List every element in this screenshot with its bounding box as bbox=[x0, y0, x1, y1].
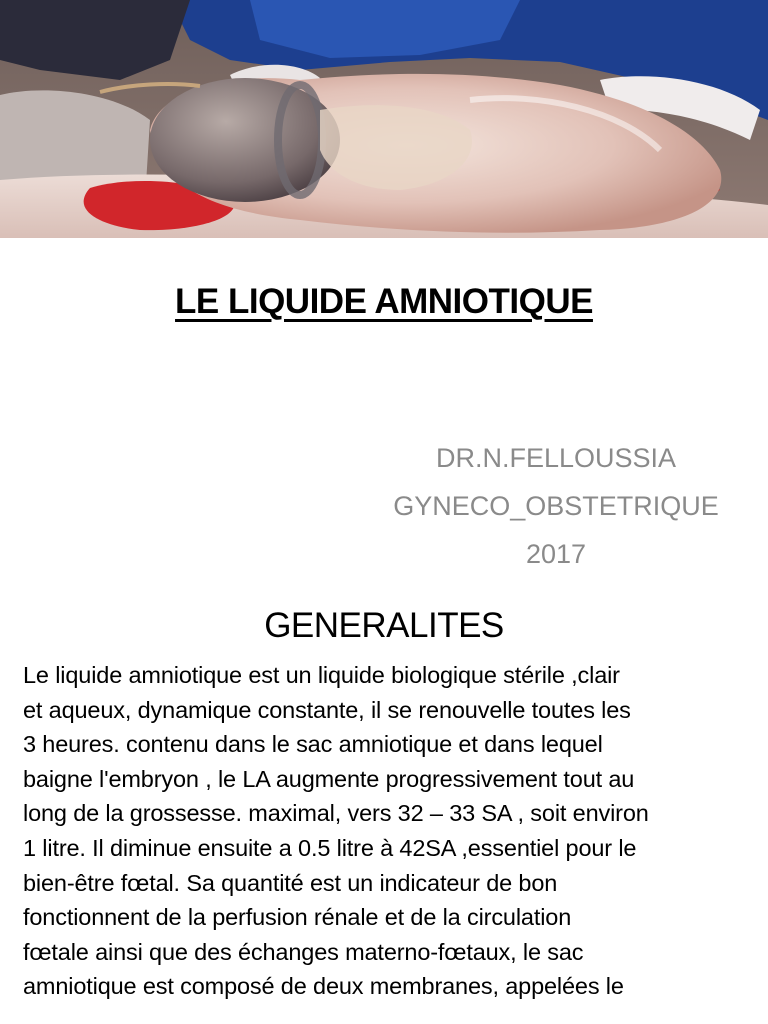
paragraph-line: Le liquide amniotique est un liquide biologique stérile ,clair bbox=[23, 662, 620, 688]
paragraph-line: et aqueux, dynamique constante, il se renouvelle toutes les bbox=[23, 696, 631, 723]
author-name: DR.N.FELLOUSSIA bbox=[435, 443, 677, 473]
paragraph-line: 1 litre. Il diminue ensuite a 0.5 litre à 42SA ,essentiel pour le bbox=[23, 834, 637, 861]
birth-photo bbox=[0, 0, 768, 238]
body-paragraph bbox=[23, 658, 763, 1004]
section-heading: GENERALITES bbox=[264, 606, 504, 645]
title-slide bbox=[0, 238, 768, 598]
paragraph-line: fœtale ainsi que des échanges materno-fœtaux, le sac bbox=[23, 938, 584, 965]
paragraph-line: fonctionnent de la perfusion rénale et de la circulation bbox=[23, 904, 572, 931]
birth-photo-icon bbox=[0, 0, 768, 238]
department-name: GYNECO_OBSTETRIQUE bbox=[393, 491, 719, 521]
paragraph-line: long de la grossesse. maximal, vers 32 – 33 SA , soit environ bbox=[23, 800, 649, 827]
year-label: 2017 bbox=[525, 539, 587, 569]
paragraph-line: 3 heures. contenu dans le sac amniotique et dans lequel bbox=[23, 731, 603, 758]
page-title: LE LIQUIDE AMNIOTIQUE bbox=[175, 282, 593, 321]
paragraph-line: bien-être fœtal. Sa quantité est un indicateur de bon bbox=[23, 869, 558, 896]
paragraph-line: baigne l'embryon , le LA augmente progressivement tout au bbox=[23, 765, 635, 792]
author-block bbox=[360, 434, 752, 578]
paragraph-line: amniotique est composé de deux membranes, appelées le bbox=[23, 973, 624, 1000]
